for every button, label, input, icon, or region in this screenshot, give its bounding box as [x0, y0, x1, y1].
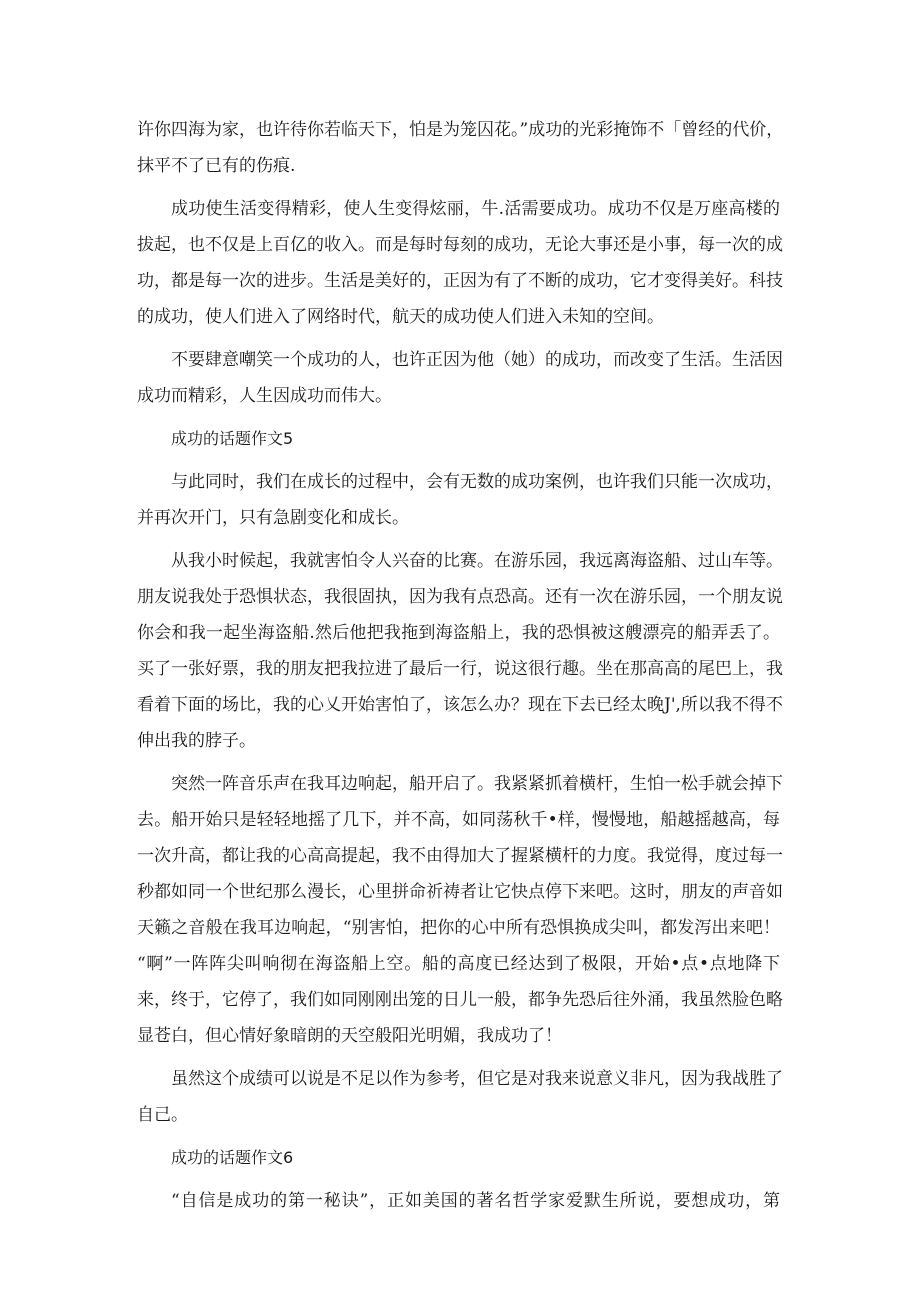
paragraph: [137, 342, 783, 414]
text-line: 虽然这个成绩可以说是不足以作为参考，但它是对我来说意义非凡，因为我战胜了: [171, 1069, 783, 1089]
text-line: 成功而精彩，人生因成功而伟大。: [137, 386, 392, 406]
text-line: 许你四海为家，也许待你若临天下，怕是为笼囚花。”成功的光彩掩饰不「曾经的代价，: [137, 120, 784, 140]
text-line: 秒都如同一个世纪那么漫长，心里拼命祈祷者让它快点停下来吧。这时，朋友的声音如: [137, 882, 783, 902]
text-line: 与此同时，我们在成长的过程中，会有无数的成功案例，也许我们只能一次成功，: [171, 472, 783, 492]
text-line: 天籁之音般在我耳边响起，“别害怕，把你的心中所有恐惧换成尖叫，都发泻出来吧！: [137, 918, 780, 938]
text-line: 的成功，使人们进入了网络时代，航天的成功使人们进入未知的空间。: [137, 307, 664, 327]
text-line: 伸出我的脖子。: [137, 731, 256, 751]
text-line: 从我小时候起，我就害怕令人兴奋的比赛。在游乐园，我远离海盗船、过山车等。: [171, 551, 783, 571]
text-line: 拔起，也不仅是上百亿的收入。而是每时每刻的成功，无论大事还是小事，每一次的成: [137, 235, 783, 255]
text-line: 并再次开门，只有急剧变化和成长。: [137, 508, 409, 528]
text-line: 来，终于，它停了，我们如同刚刚出笼的日儿一般，都争先恐后往外涌，我虽然脸色略: [137, 990, 783, 1010]
text-line: 你会和我一起坐海盗船.然后他把我拖到海盗船上，我的恐惧被这艘漂亮的船弄丢了。: [137, 623, 780, 643]
section-heading: 成功的话题作文5: [171, 429, 294, 448]
text-line: 一次升高，都让我的心高高提起，我不由得加大了握紧横杆的力度。我觉得，度过每一: [137, 846, 783, 866]
text-line: 买了一张好票，我的朋友把我拉进了最后一行，说这很行趣。坐在那高高的尾巴上，我: [137, 659, 783, 679]
text-line: 朋友说我处于恐惧状态，我很固执，因为我有点恐高。还有一次在游乐园，一个朋友说: [137, 587, 783, 607]
text-line: 功，都是每一次的进步。生活是美好的，正因为有了不断的成功，它才变得美好。科技: [137, 271, 783, 291]
text-line: 成功使生活变得精彩，使人生变得炫丽，牛.活需要成功。成功不仅是万座高楼的: [171, 199, 780, 219]
text-line: 自己。: [137, 1105, 188, 1125]
text-line: 看着下面的场比，我的心乂开始害怕了，该怎么办？现在下去已经太晚J',所以我不得不: [137, 695, 783, 715]
text-line: 不要肆意嘲笑一个成功的人，也许正因为他（她）的成功，而改变了生活。生活因: [171, 350, 783, 370]
text-line: 显苍白，但心情好象暗朗的天空般阳光明媚，我成功了！: [137, 1026, 562, 1046]
paragraph: [137, 112, 784, 184]
text-line: “啊”一阵阵尖叫响彻在海盗船上空。船的高度已经达到了极限，开始•点•点地降下: [137, 954, 780, 974]
text-line: “自信是成功的第一秘诀”，正如美国的著名哲学家爱默生所说，要想成功，第: [171, 1191, 780, 1211]
paragraph: [137, 191, 783, 335]
text-line: 突然一阵音乐声在我耳边响起，船开启了。我紧紧抓着横杆，生怕一松手就会掉下: [171, 774, 783, 794]
paragraph: [137, 766, 783, 1054]
text-line: 抹平不了已有的伤痕.: [137, 156, 296, 176]
article-body: [137, 112, 784, 1219]
paragraph: [137, 543, 783, 759]
section-heading: 成功的话题作文6: [171, 1148, 294, 1167]
paragraph: [137, 1061, 783, 1133]
paragraph: [137, 464, 783, 536]
text-line: 去。船开始只是轻轻地摇了几下，并不高，如同荡秋千•样，慢慢地，船越摇越高，每: [137, 810, 780, 830]
paragraph: [137, 1183, 780, 1219]
